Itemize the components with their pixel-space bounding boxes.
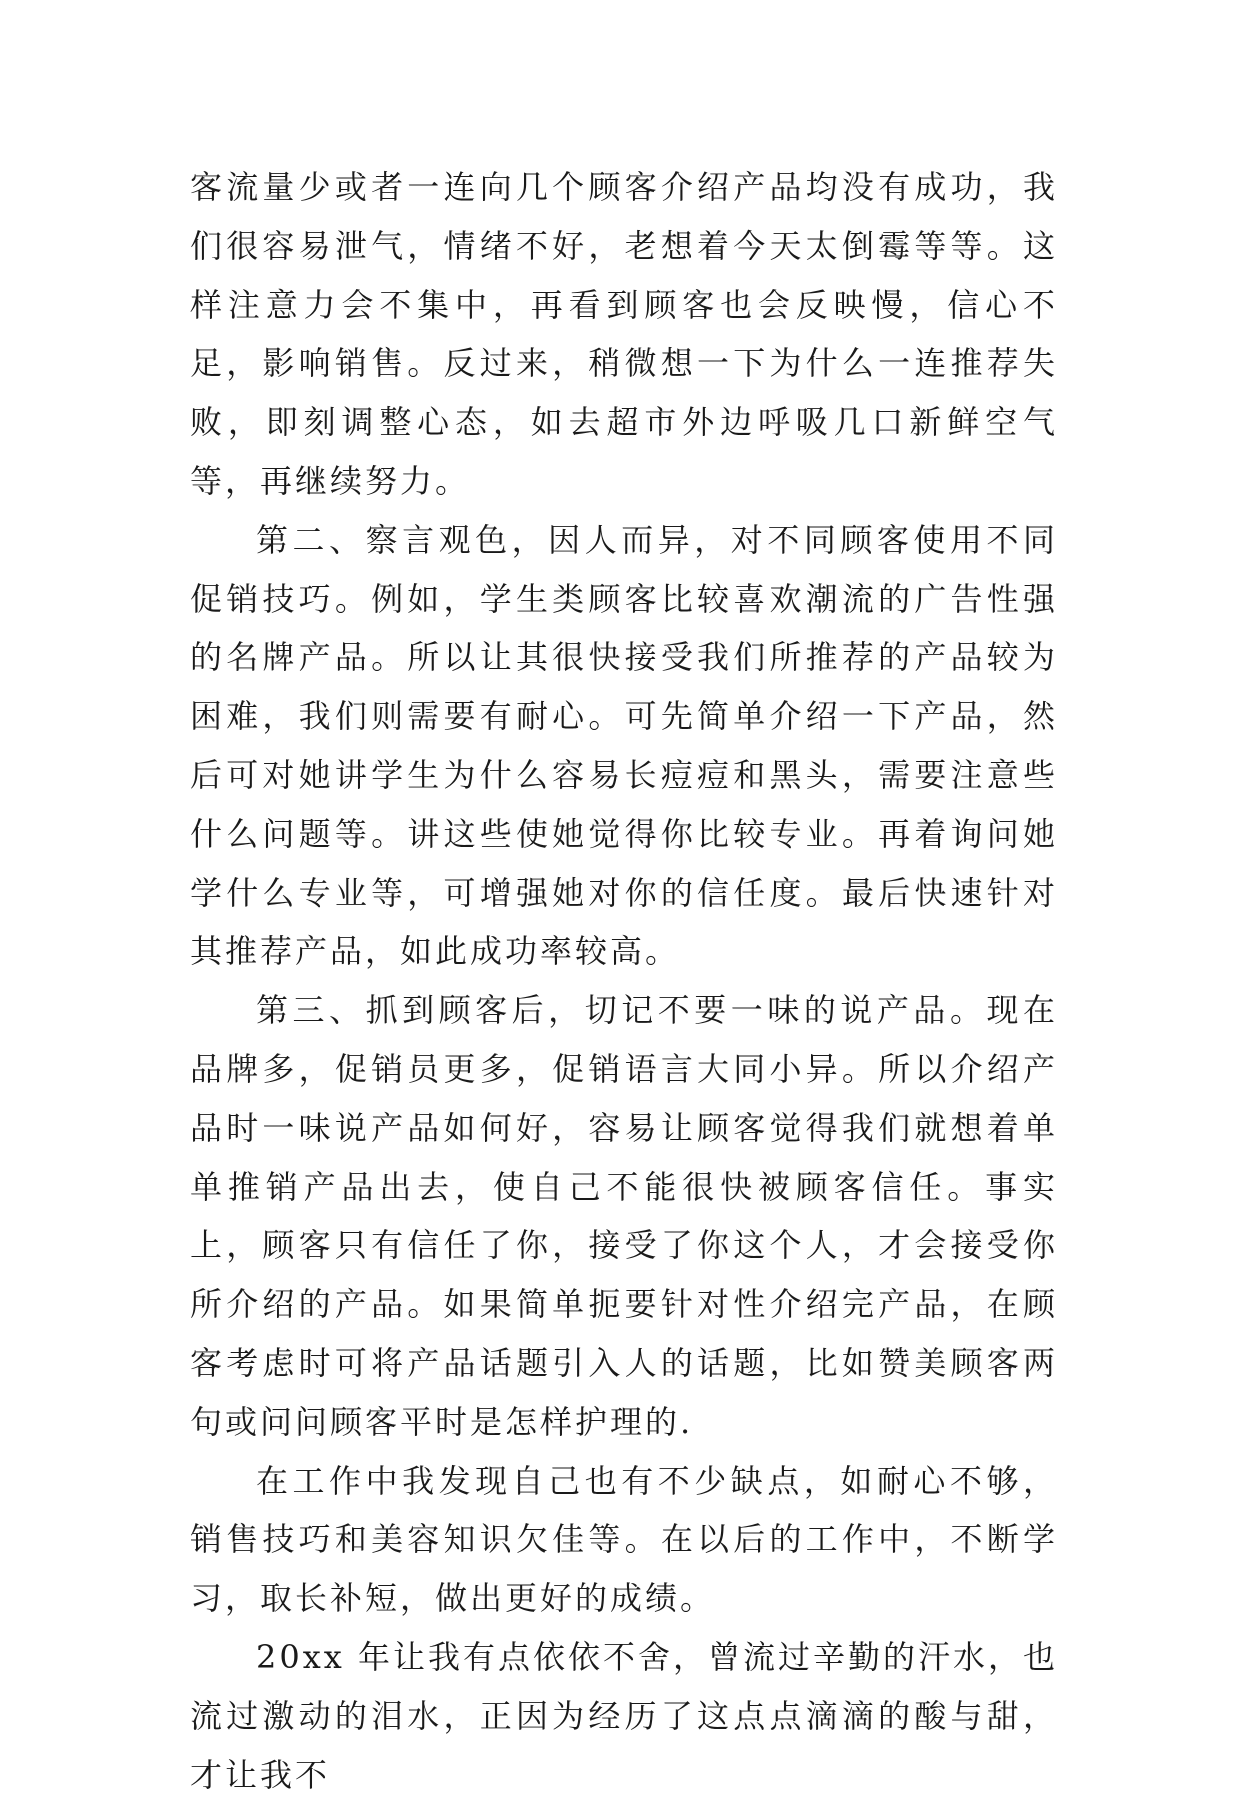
paragraph-2: 第二、察言观色，因人而异，对不同顾客使用不同促销技巧。例如，学生类顾客比较喜欢潮流的广告性强的名牌产品。所以让其很快接受我们所推荐的产品较为困难，我们则需要有耐心。可先简单介绍一下产品，然后可对她讲学生为什么容易长痘痘和黑头，需要注意些什么问题等。讲这些使她觉得你比较专业。再着询问她学什么专业等，可增强她对你的信任度。最后快速针对其推荐产品，如此成功率较高。	[190, 520, 1058, 971]
paragraph-5: 20xx 年让我有点依依不舍，曾流过辛勤的汗水，也流过激动的泪水，正因为经历了这点点滴滴的酸与甜，才让我不	[190, 1637, 1058, 1794]
paragraph-4: 在工作中我发现自己也有不少缺点，如耐心不够，销售技巧和美容知识欠佳等。在以后的工作中，不断学习，取长补短，做出更好的成绩。	[190, 1461, 1058, 1618]
body-text	[190, 158, 1058, 1804]
paragraph-1: 客流量少或者一连向几个顾客介绍产品均没有成功，我们很容易泄气，情绪不好，老想着今天太倒霉等等。这样注意力会不集中，再看到顾客也会反映慢，信心不足，影响销售。反过来，稍微想一下为什么一连推荐失败，即刻调整心态，如去超市外边呼吸几口新鲜空气等，再继续努力。	[190, 168, 1058, 500]
paragraph-3: 第三、抓到顾客后，切记不要一味的说产品。现在品牌多，促销员更多，促销语言大同小异。所以介绍产品时一味说产品如何好，容易让顾客觉得我们就想着单单推销产品出去，使自己不能很快被顾客信任。事实上，顾客只有信任了你，接受了你这个人，才会接受你所介绍的产品。如果简单扼要针对性介绍完产品，在顾客考虑时可将产品话题引入人的话题，比如赞美顾客两句或问问顾客平时是怎样护理的.	[190, 991, 1058, 1441]
